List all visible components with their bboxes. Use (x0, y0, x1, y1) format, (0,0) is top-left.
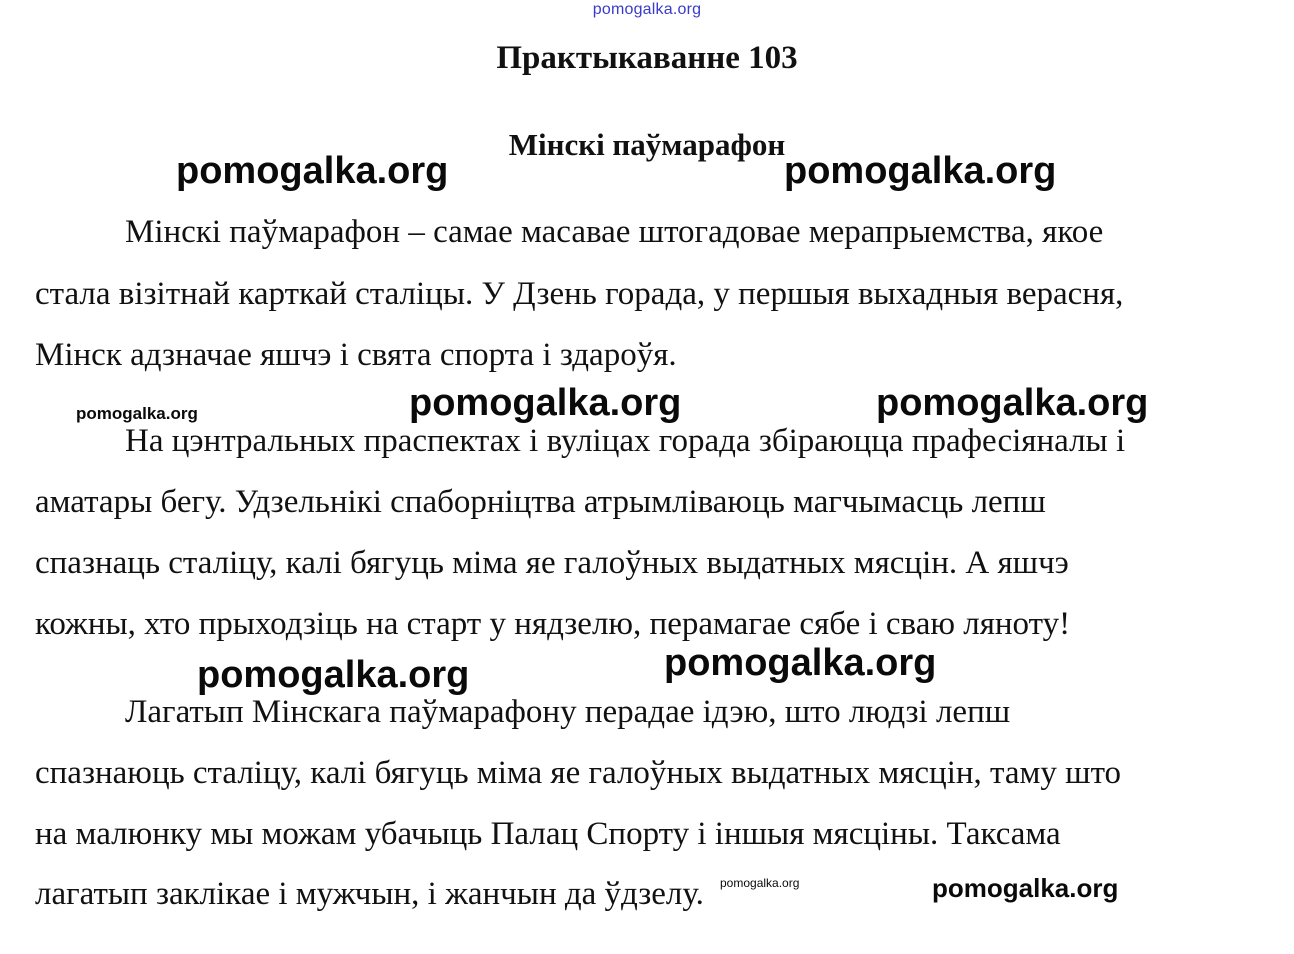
site-link[interactable]: pomogalka.org (592, 1, 702, 18)
text-line: спазнаюць сталіцу, калі бягуць міма яе галоўных выдатных мясцін, таму што (35, 755, 1122, 791)
text-line: стала візітнай карткай сталіцы. У Дзень горада, у першыя выхадныя верасня, (35, 276, 1124, 312)
watermark: pomogalka.org (664, 642, 937, 684)
text-line: лагатып заклікае і мужчын, і жанчын да ўдзелу. (35, 876, 704, 912)
text-line: Мінск адзначае яшчэ і свята спорта і здароўя. (35, 337, 677, 373)
text-subtitle: Мінскі паўмарафон (508, 127, 786, 162)
text-line: Лагатып Мінскага паўмарафону перадае ідэю, што людзі лепш (125, 694, 1011, 730)
watermark: pomogalka.org (784, 150, 1057, 192)
text-line: спазнаць сталіцу, калі бягуць міма яе галоўных выдатных мясцін. А яшчэ (35, 545, 1069, 581)
watermark: pomogalka.org (197, 654, 470, 696)
watermark: pomogalka.org (176, 150, 449, 192)
text-line: кожны, хто прыходзіць на старт у нядзелю, перамагае сябе і сваю ляноту! (35, 606, 1071, 642)
watermark: pomogalka.org (876, 382, 1149, 424)
watermark: pomogalka.org (932, 873, 1119, 903)
text-line: на малюнку мы можам убачыць Палац Спорту і іншыя мясціны. Таксама (35, 816, 1061, 852)
watermark: pomogalka.org (409, 382, 682, 424)
text-line: аматары бегу. Удзельнікі спаборніцтва атрымліваюць магчымасць лепш (35, 484, 1046, 520)
page-title: Практыкаванне 103 (496, 40, 798, 76)
watermark: pomogalka.org (76, 404, 198, 423)
watermark: pomogalka.org (720, 876, 800, 890)
text-line: На цэнтральных праспектах і вуліцах горада збіраюцца прафесіяналы і (125, 423, 1126, 459)
text-line: Мінскі паўмарафон – самае масавае штогадовае мерапрыемства, якое (125, 214, 1104, 250)
